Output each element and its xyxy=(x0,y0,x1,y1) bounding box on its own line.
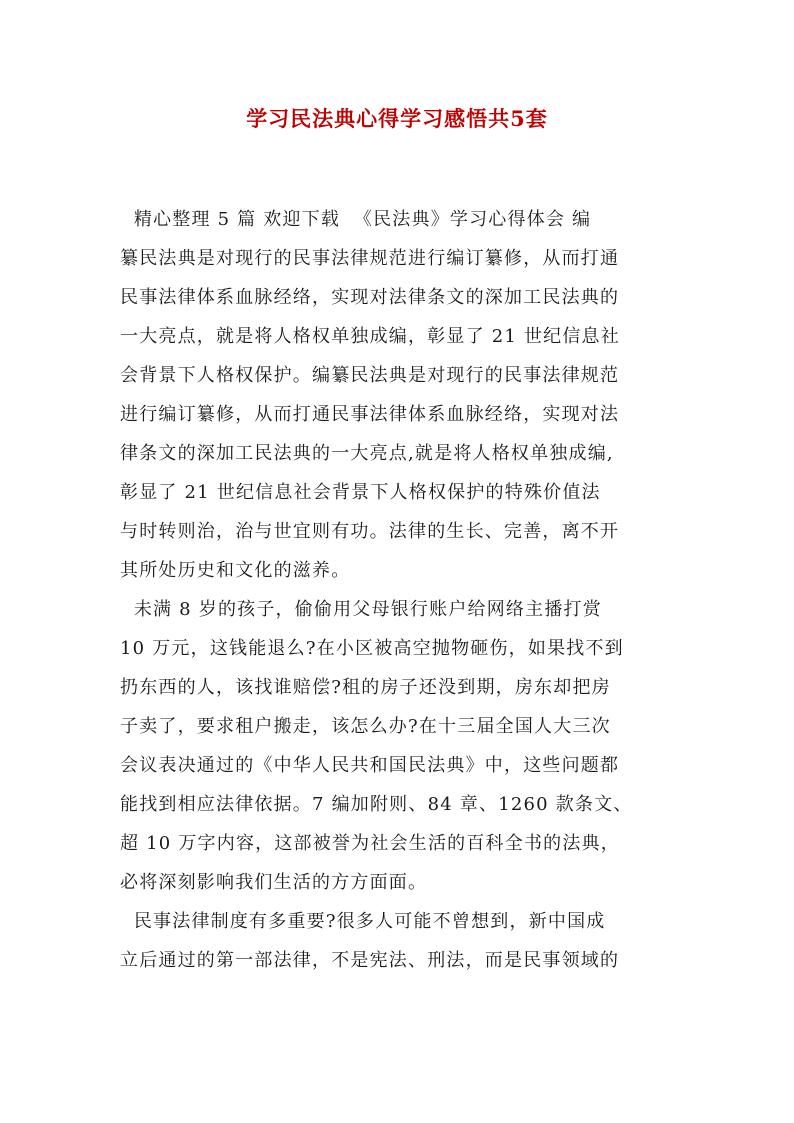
body-line: 子卖了，要求租户搬走，该怎么办?在十三届全国人大三次 xyxy=(120,716,611,737)
body-line: 10 万元，这钱能退么?在小区被高空抛物砸伤，如果找不到 xyxy=(120,638,624,659)
body-line: 超 10 万字内容，这部被誉为社会生活的百科全书的法典， xyxy=(120,833,620,854)
body-line: 其所处历史和文化的滋养。 xyxy=(120,560,351,581)
document-body xyxy=(120,203,680,983)
body-line: 能找到相应法律依据。7 编加附则、84 章、1260 款条文、 xyxy=(120,794,633,815)
document-title: 学习民法典心得学习感悟共5套 xyxy=(246,106,548,131)
body-line: 未满 8 岁的孩子，偷偷用父母银行账户给网络主播打赏 xyxy=(120,599,602,620)
body-line: 会议表决通过的《中华人民共和国民法典》中，这些问题都 xyxy=(120,755,620,776)
body-line: 民事法律制度有多重要?很多人可能不曾想到，新中国成 xyxy=(120,911,606,932)
body-line: 精心整理 5 篇 欢迎下载 《民法典》学习心得体会 编 xyxy=(120,209,592,230)
body-line: 民事法律体系血脉经络，实现对法律条文的深加工民法典的 xyxy=(120,287,620,308)
body-line: 会背景下人格权保护。编纂民法典是对现行的民事法律规范 xyxy=(120,365,620,386)
body-line: 一大亮点，就是将人格权单独成编，彰显了 21 世纪信息社 xyxy=(120,326,620,347)
body-line: 必将深刻影响我们生活的方方面面。 xyxy=(120,872,428,893)
body-line: 扔东西的人，该找谁赔偿?租的房子还没到期，房东却把房 xyxy=(120,677,611,698)
body-line: 与时转则治，治与世宜则有功。法律的生长、完善，离不开 xyxy=(120,521,620,542)
body-line: 彰显了 21 世纪信息社会背景下人格权保护的特殊价值法 xyxy=(120,482,601,503)
body-line: 立后通过的第一部法律，不是宪法、刑法，而是民事领域的 xyxy=(120,950,620,971)
body-line: 律条文的深加工民法典的一大亮点,就是将人格权单独成编, xyxy=(120,443,614,464)
body-line: 纂民法典是对现行的民事法律规范进行编订纂修，从而打通 xyxy=(120,248,620,269)
body-line: 进行编订纂修，从而打通民事法律体系血脉经络，实现对法 xyxy=(120,404,620,425)
